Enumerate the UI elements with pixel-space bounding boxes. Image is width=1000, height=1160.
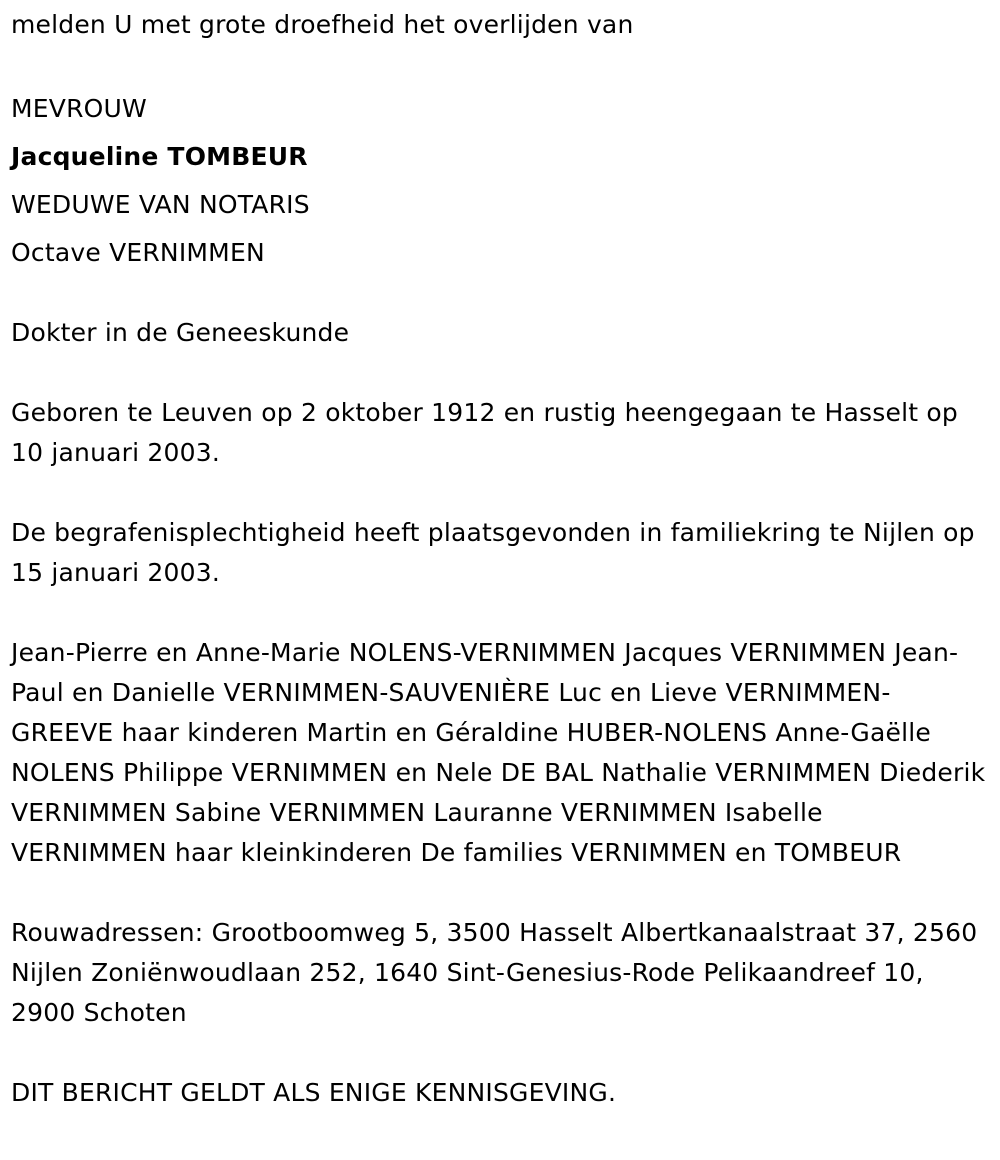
deceased-title: MEVROUW <box>11 94 147 123</box>
deceased-spouse: Octave VERNIMMEN <box>11 238 265 267</box>
profession-text: Dokter in de Geneeskunde <box>11 318 350 347</box>
family-text: Jean-Pierre en Anne-Marie NOLENS-VERNIMMEN Jacques VERNIMMEN Jean-Paul en Danielle VERNIMMEN-SAUVENIÈRE Luc en Lieve VERNIMMEN-GREEVE haar kinderen Martin en Géraldine HUBER-NOLENS Anne-Gaëlle NOLENS Philippe VERNIMMEN en Nele DE BAL Nathalie VERNIMMEN Diederik VERNIMMEN Sabine VERNIMMEN Lauranne VERNIMMEN Isabelle VERNIMMEN haar kleinkinderen De families VERNIMMEN en TOMBEUR <box>11 638 986 867</box>
obituary-document <box>11 0 986 1113</box>
intro-text: melden U met grote droefheid het overlijden van <box>11 10 634 39</box>
birth-death-text: Geboren te Leuven op 2 oktober 1912 en rustig heengegaan te Hasselt op 10 januari 2003. <box>11 398 958 467</box>
deceased-status: WEDUWE VAN NOTARIS <box>11 190 310 219</box>
deceased-block <box>11 85 986 277</box>
closing-text: DIT BERICHT GELDT ALS ENIGE KENNISGEVING. <box>11 1078 617 1107</box>
deceased-name: Jacqueline TOMBEUR <box>11 142 308 171</box>
funeral-text: De begrafenisplechtigheid heeft plaatsgevonden in familiekring te Nijlen op 15 januari 2003. <box>11 518 975 587</box>
addresses-text: Rouwadressen: Grootboomweg 5, 3500 Hasselt Albertkanaalstraat 37, 2560 Nijlen Zoniënwoudlaan 252, 1640 Sint-Genesius-Rode Pelikaandreef 10, 2900 Schoten <box>11 918 978 1027</box>
